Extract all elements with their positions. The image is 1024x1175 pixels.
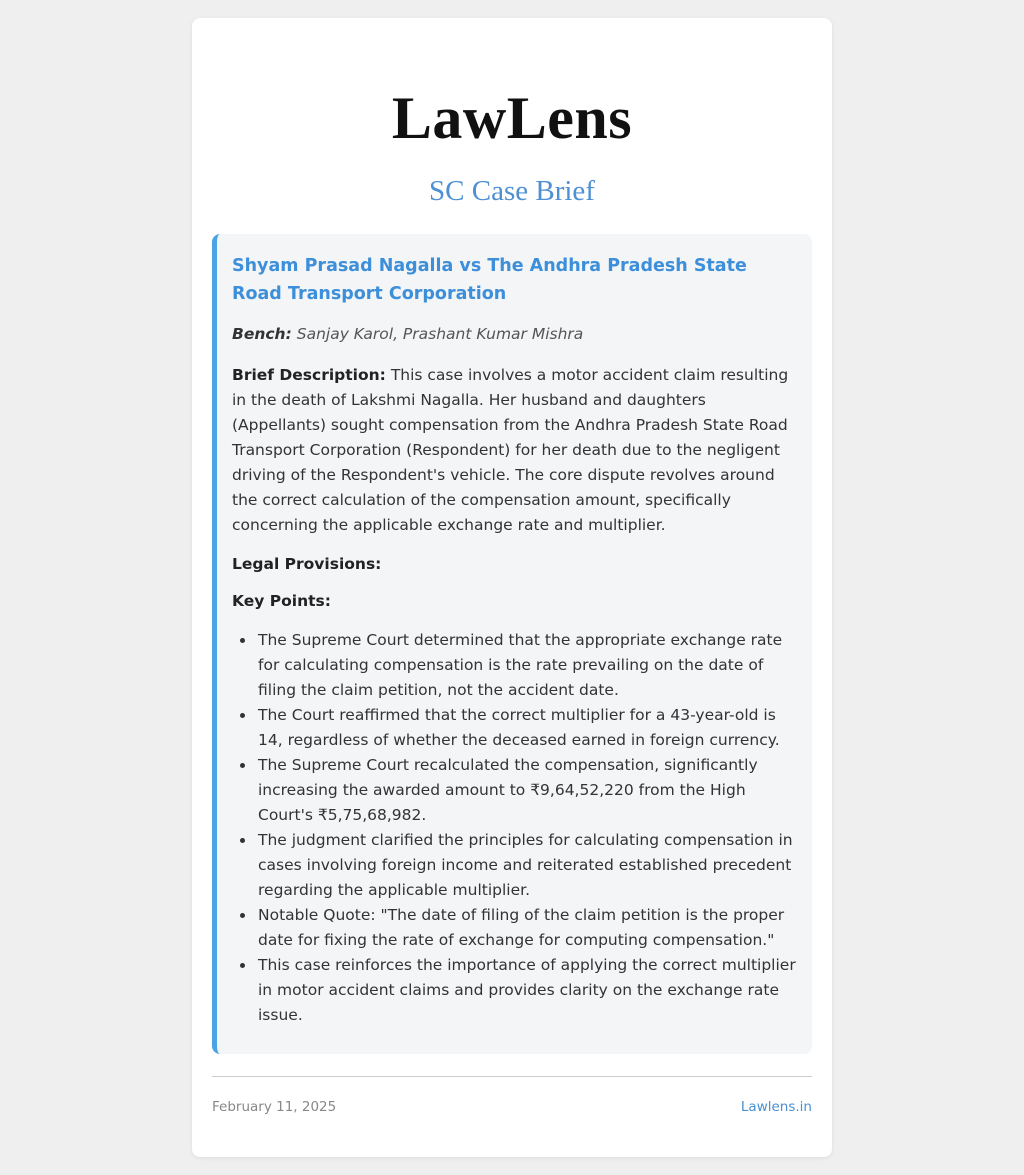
case-brief-card xyxy=(212,234,812,1054)
brief-description-label: Brief Description: xyxy=(232,365,386,384)
key-point-item: • The judgment clarified the principles for calculating compensation in cases involving foreign income and reiterated established precedent regarding the applicable multiplier. xyxy=(256,828,796,903)
bench-value: Sanjay Karol, Prashant Kumar Mishra xyxy=(296,324,584,343)
bench-label: Bench: xyxy=(232,324,292,343)
brief-description-text: This case involves a motor accident claim resulting in the death of Lakshmi Nagalla. Her husband and daughters (Appellants) sought compensation from the Andhra Pradesh State Road Transport Corporation (Respondent) for her death due to the negligent driving of the Respondent's vehicle. The core dispute revolves around the correct calculation of the compensation amount, specifically concerning the applicable exchange rate and multiplier. xyxy=(232,365,789,534)
brief-description xyxy=(232,363,796,538)
key-points-label: Key Points: xyxy=(232,591,331,610)
footer xyxy=(212,1099,812,1115)
case-title: Shyam Prasad Nagalla vs The Andhra Pradesh State Road Transport Corporation xyxy=(232,255,747,304)
footer-date: February 11, 2025 xyxy=(212,1098,337,1115)
key-point-item: • The Court reaffirmed that the correct multiplier for a 43-year-old is 14, regardless of whether the deceased earned in foreign currency. xyxy=(256,703,796,753)
key-point-item: • The Supreme Court recalculated the compensation, significantly increasing the awarded amount to ₹9,64,52,220 from the High Court's ₹5,75,68,982. xyxy=(256,753,796,828)
key-point-item: • The Supreme Court determined that the appropriate exchange rate for calculating compensation is the rate prevailing on the date of filing the claim petition, not the accident date. xyxy=(256,628,796,703)
bench-line xyxy=(232,322,796,347)
legal-provisions-label: Legal Provisions: xyxy=(232,554,382,573)
brand-title: LawLens xyxy=(391,85,633,151)
key-points-list xyxy=(232,628,796,1028)
document-card xyxy=(192,18,832,1157)
footer-site-link[interactable]: Lawlens.in xyxy=(740,1098,812,1115)
footer-divider xyxy=(212,1076,812,1077)
key-point-item: • This case reinforces the importance of applying the correct multiplier in motor accident claims and provides clarity on the exchange rate issue. xyxy=(256,953,796,1028)
key-point-item: • Notable Quote: "The date of filing of the claim petition is the proper date for fixing the rate of exchange for computing compensation." xyxy=(256,903,796,953)
page-subtitle: SC Case Brief xyxy=(429,175,595,207)
